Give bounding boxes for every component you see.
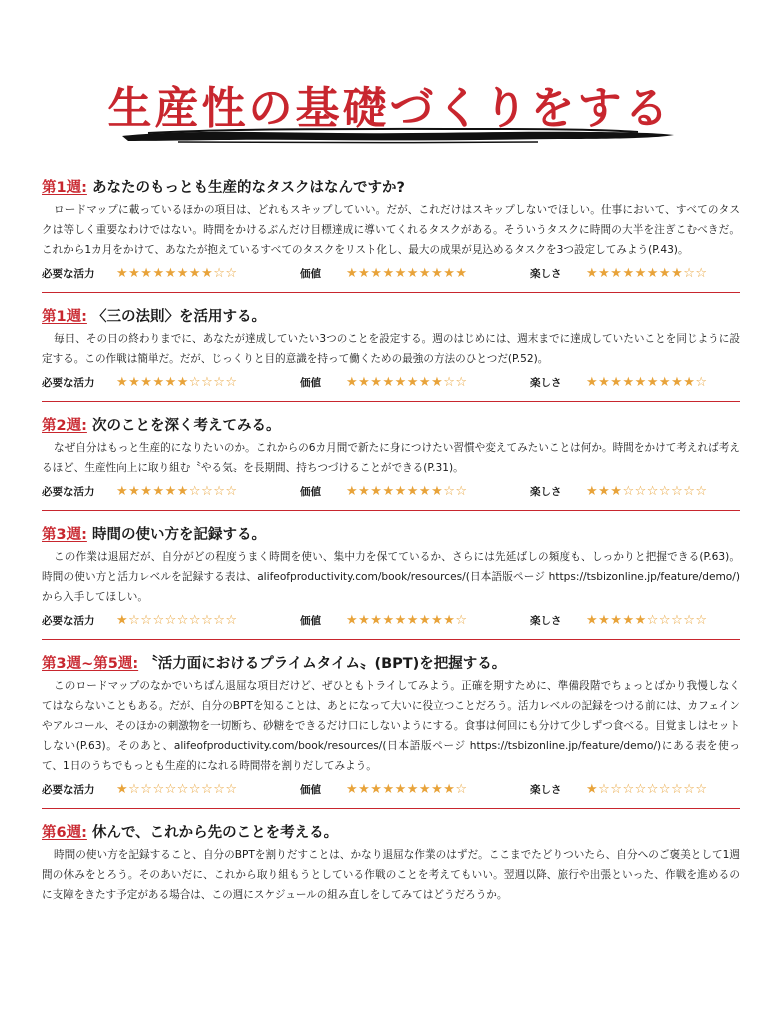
section-divider — [42, 639, 740, 640]
roadmap-sections — [42, 178, 740, 905]
rating-row — [42, 262, 740, 284]
rating-label: 楽しさ — [530, 485, 562, 498]
rating-energy — [42, 782, 300, 797]
star-rating: ★★★★★★☆☆☆☆ — [116, 374, 238, 390]
section-week1-rule-of-three — [42, 307, 740, 402]
rating-row — [42, 778, 740, 800]
heading-text: あなたのもっとも生産的なタスクはなんですか? — [91, 180, 405, 196]
section-divider — [42, 808, 740, 809]
rating-fun — [530, 266, 740, 281]
section-week6-rest — [42, 823, 740, 905]
section-heading — [42, 307, 740, 327]
rating-fun — [530, 782, 740, 797]
rating-label: 必要な活力 — [42, 783, 95, 796]
rating-label: 価値 — [300, 267, 321, 280]
page-title: 生産性の基礎づくりをする — [107, 83, 672, 134]
rating-label: 必要な活力 — [42, 485, 95, 498]
heading-text: 〝活力面におけるプライムタイム〟(BPT)を把握する。 — [143, 656, 507, 672]
section-heading — [42, 178, 740, 198]
rating-value — [300, 266, 530, 281]
star-rating: ★★★★★★★★☆☆ — [586, 265, 708, 281]
section-divider — [42, 292, 740, 293]
section-week3-time-log — [42, 525, 740, 640]
section-heading — [42, 525, 740, 545]
star-rating: ★★★★★★★★★☆ — [346, 612, 468, 628]
heading-text: 時間の使い方を記録する。 — [91, 527, 266, 543]
section-body: このロードマップのなかでいちばん退屈な項目だけど、ぜひともトライしてみよう。正確を期すために、準備段階でちょっとばかり我慢しなくてはならないこともある。だが、自分のBPTを知ることは、あとになって大いに役立つことだろう。活力レベルの記録をつける前には、カフェインやアルコール、そのほかの刺激物を一切断ち、砂糖をできるだけ口にしないようにする。食事は何回にも分けて少しずつ食べる。目覚ましはセットしない(P.63)。そのあと、alifeofproductivity.com/book/resources/(日本語版ページ https://tsbizonline.jp/feature/demo/)にある表を使って、1日のうちでもっとも生産的になれる時間帯を割りだしてみよう。 — [42, 680, 740, 772]
rating-fun — [530, 375, 740, 390]
rating-value — [300, 484, 530, 499]
rating-label: 価値 — [300, 783, 321, 796]
rating-value — [300, 613, 530, 628]
rating-energy — [42, 613, 300, 628]
section-heading — [42, 823, 740, 843]
star-rating: ★★★★★★★★★☆ — [346, 781, 468, 797]
star-rating: ★☆☆☆☆☆☆☆☆☆ — [586, 781, 708, 797]
star-rating: ★★★★★★★★☆☆ — [346, 483, 468, 499]
week-label: 第3週: — [42, 527, 87, 543]
rating-label: 価値 — [300, 614, 321, 627]
star-rating: ★★★★★★★★★★ — [346, 265, 468, 281]
rating-row — [42, 480, 740, 502]
rating-fun — [530, 613, 740, 628]
star-rating: ★☆☆☆☆☆☆☆☆☆ — [116, 612, 238, 628]
section-divider — [42, 401, 740, 402]
section-week2-reflect — [42, 416, 740, 511]
rating-label: 楽しさ — [530, 783, 562, 796]
rating-label: 楽しさ — [530, 614, 562, 627]
heading-text: 次のことを深く考えてみる。 — [91, 418, 281, 434]
section-heading — [42, 654, 740, 674]
rating-fun — [530, 484, 740, 499]
week-label: 第1週: — [42, 309, 87, 325]
heading-text: 休んで、これから先のことを考える。 — [91, 825, 339, 841]
rating-energy — [42, 484, 300, 499]
rating-label: 価値 — [300, 485, 321, 498]
rating-label: 価値 — [300, 376, 321, 389]
star-rating: ★★★★★★★★★☆ — [586, 374, 708, 390]
week-label: 第1週: — [42, 180, 87, 196]
week-label: 第3週~第5週: — [42, 656, 139, 672]
section-divider — [42, 510, 740, 511]
section-week1-productive-tasks — [42, 178, 740, 293]
star-rating: ★★★☆☆☆☆☆☆☆ — [586, 483, 708, 499]
rating-energy — [42, 266, 300, 281]
week-label: 第6週: — [42, 825, 87, 841]
section-heading — [42, 416, 740, 436]
section-body: この作業は退屈だが、自分がどの程度うまく時間を使い、集中力を保てているか、さらには先延ばしの頻度も、しっかりと把握できる(P.63)。時間の使い方と活力レベルを記録する表は、alifeofproductivity.com/book/resources/(日本語版ページ https://tsbizonline.jp/feature/demo/)から入手してほしい。 — [42, 551, 740, 603]
rating-row — [42, 609, 740, 631]
rating-row — [42, 371, 740, 393]
rating-label: 必要な活力 — [42, 614, 95, 627]
star-rating: ★★★★★★☆☆☆☆ — [116, 483, 238, 499]
rating-label: 必要な活力 — [42, 376, 95, 389]
star-rating: ★☆☆☆☆☆☆☆☆☆ — [116, 781, 238, 797]
section-body: 時間の使い方を記録すること、自分のBPTを割りだすことは、かなり退屈な作業のはずだ。ここまでたどりついたら、自分へのご褒美として1週間の休みをとろう。そのあいだに、これから取り組もうとしている作戦のことを考えてもいい。翌週以降、旅行や出張といった、作戦を進めるのに支障をきたす予定がある場合は、この週にスケジュールの組み直しをしてみてはどうだろうか。 — [42, 849, 740, 901]
section-week3-5-bpt — [42, 654, 740, 809]
heading-text: 〈三の法則〉を活用する。 — [91, 309, 266, 325]
rating-energy — [42, 375, 300, 390]
week-label: 第2週: — [42, 418, 87, 434]
section-body: ロードマップに載っているほかの項目は、どれもスキップしていい。だが、これだけはスキップしないでほしい。仕事において、すべてのタスクは等しく重要なわけではない。時間をかけるぶんだけ目標達成に導いてくれるタスクがある。そういうタスクに時間の大半を注ぎこむべきだ。これから1カ月をかけて、あなたが抱えているすべてのタスクをリスト化し、最大の成果が見込めるタスクを3つ設定してみよう(P.43)。 — [42, 204, 740, 256]
star-rating: ★★★★★★★★☆☆ — [116, 265, 238, 281]
brush-stroke-decoration — [118, 124, 678, 146]
star-rating: ★★★★★★★★☆☆ — [346, 374, 468, 390]
section-body: なぜ自分はもっと生産的になりたいのか。これからの6カ月間で新たに身につけたい習慣や変えてみたいことは何か。時間をかけて考えれば考えるほど、生産性向上に取り組む〝やる気〟を長期間、持ちつづけることができる(P.31)。 — [42, 442, 740, 474]
rating-value — [300, 375, 530, 390]
rating-label: 必要な活力 — [42, 267, 95, 280]
section-body: 毎日、その日の終わりまでに、あなたが達成していたい3つのことを設定する。週のはじめには、週末までに達成していたいことを同じように設定する。この作戦は簡単だ。だが、じっくりと目的意識を持って働くための最強の方法のひとつだ(P.52)。 — [42, 333, 740, 365]
rating-label: 楽しさ — [530, 267, 562, 280]
rating-label: 楽しさ — [530, 376, 562, 389]
star-rating: ★★★★★☆☆☆☆☆ — [586, 612, 708, 628]
rating-value — [300, 782, 530, 797]
